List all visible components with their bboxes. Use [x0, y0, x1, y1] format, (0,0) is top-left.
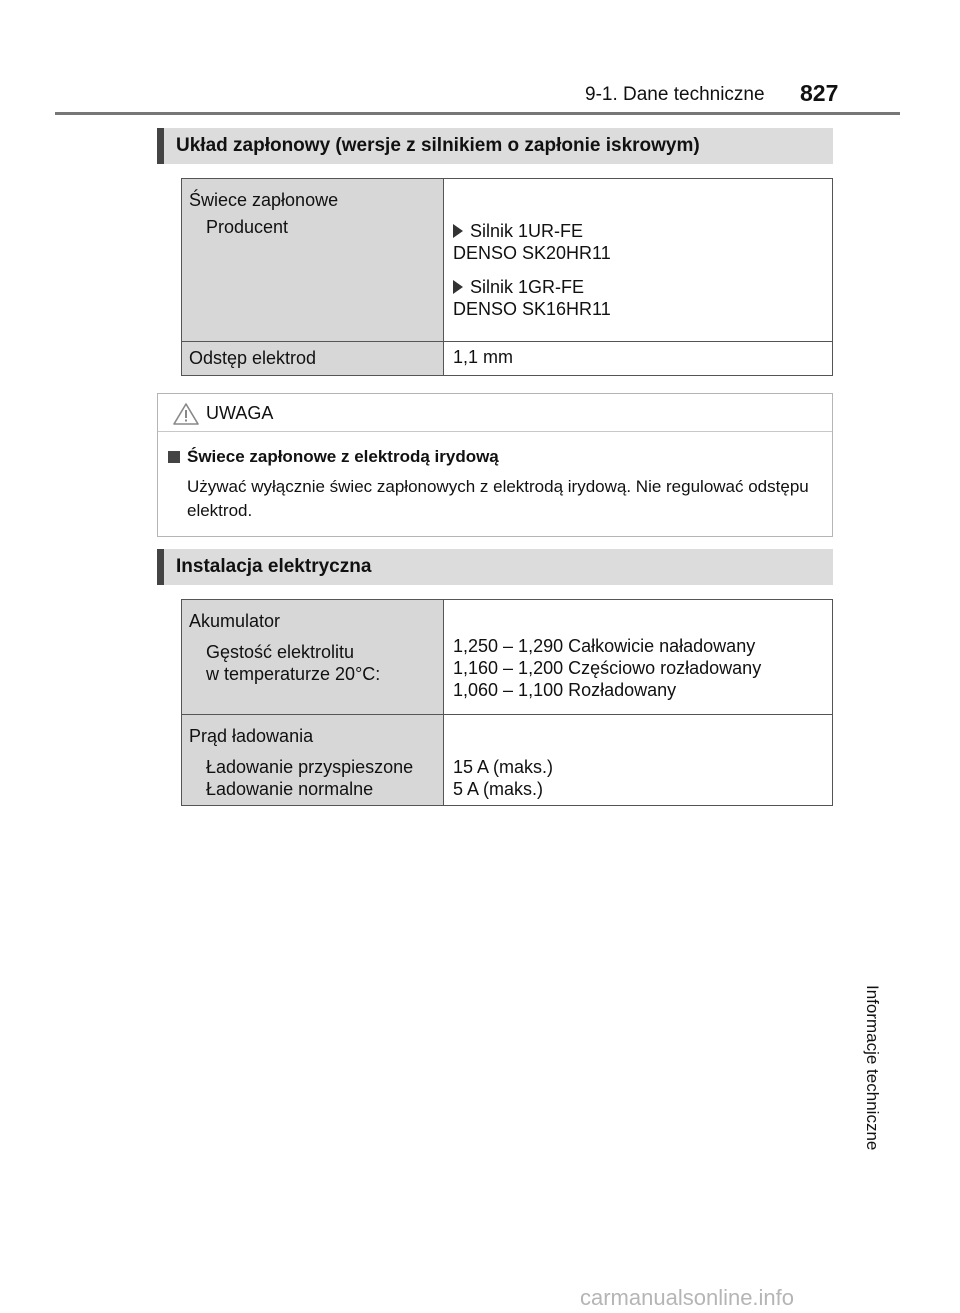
value-line: 1,250 – 1,290 Całkowicie naładowany	[453, 636, 756, 656]
value-line: 1,060 – 1,100 Rozładowany	[453, 680, 677, 700]
caution-header	[158, 394, 832, 432]
row-label: Akumulator	[189, 611, 281, 631]
row-values	[444, 600, 832, 701]
engine-entry-1-value: DENSO SK20HR11	[453, 243, 611, 263]
value-line: 15 A (maks.)	[453, 757, 554, 777]
header-section-title: 9-1. Dane techniczne	[585, 84, 765, 105]
table-cell-label	[182, 600, 444, 715]
engine-entry-1-name	[453, 220, 832, 242]
triangle-right-icon	[453, 280, 463, 294]
table-cell-value	[444, 715, 833, 806]
caution-box	[157, 393, 833, 537]
row-sub-label	[182, 629, 443, 685]
section-title-electrical-text: Instalacja elektryczna	[176, 556, 372, 577]
electrical-table	[181, 599, 833, 806]
row-sub-label-line: Ładowanie normalne	[206, 779, 374, 799]
table-row	[182, 600, 833, 715]
table-row	[182, 715, 833, 806]
table-cell-label	[182, 179, 444, 342]
section-title-ignition-text: Układ zapłonowy (wersje z silnikiem o zapłonie iskrowym)	[176, 135, 700, 156]
header-rule	[55, 112, 900, 115]
table-cell-label	[182, 342, 444, 376]
page-number: 827	[800, 80, 839, 106]
row-values	[444, 715, 832, 800]
engine-entry-2-name	[453, 276, 832, 298]
engine-entry-2-value: DENSO SK16HR11	[453, 299, 611, 319]
warning-triangle-icon	[173, 403, 199, 425]
caution-subtitle: Świece zapłonowe z elektrodą irydową	[187, 447, 499, 466]
caution-title: UWAGA	[206, 403, 274, 423]
engine-name: Silnik 1UR-FE	[470, 221, 584, 241]
row-sub-label-line: Gęstość elektrolitu	[206, 642, 355, 662]
section-title-electrical	[157, 549, 833, 585]
table-cell-label	[182, 715, 444, 806]
section-title-ignition	[157, 128, 833, 164]
square-bullet-icon	[168, 451, 180, 463]
footer-watermark: carmanualsonline.info	[580, 1285, 795, 1310]
table-cell-value	[444, 342, 833, 376]
side-chapter-tab	[862, 985, 888, 1175]
caution-text: Używać wyłącznie świec zapłonowych z elektrodą irydową. Nie regulować odstępu elektrod.	[187, 477, 809, 520]
side-chapter-label: Informacje techniczne	[863, 985, 882, 1151]
table-cell-value	[444, 600, 833, 715]
table-row	[182, 179, 833, 342]
triangle-right-icon	[453, 224, 463, 238]
table-cell-value	[444, 179, 833, 342]
ignition-table	[181, 178, 833, 376]
row-sub-label	[182, 744, 443, 800]
row-value: 1,1 mm	[453, 347, 514, 367]
row-label: Świece zapłonowe	[189, 190, 339, 210]
row-sub-label-line: w temperaturze 20°C:	[206, 664, 381, 684]
row-sub-label: Producent	[206, 217, 289, 237]
value-line: 1,160 – 1,200 Częściowo rozładowany	[453, 658, 762, 678]
value-line: 5 A (maks.)	[453, 779, 544, 799]
engine-entry-1	[444, 179, 832, 264]
row-label: Odstęp elektrod	[189, 348, 317, 368]
row-label: Prąd ładowania	[189, 726, 314, 746]
table-row	[182, 342, 833, 376]
row-sub-label-line: Ładowanie przyspieszone	[206, 757, 414, 777]
engine-name: Silnik 1GR-FE	[470, 277, 585, 297]
engine-entry-2	[444, 264, 832, 320]
